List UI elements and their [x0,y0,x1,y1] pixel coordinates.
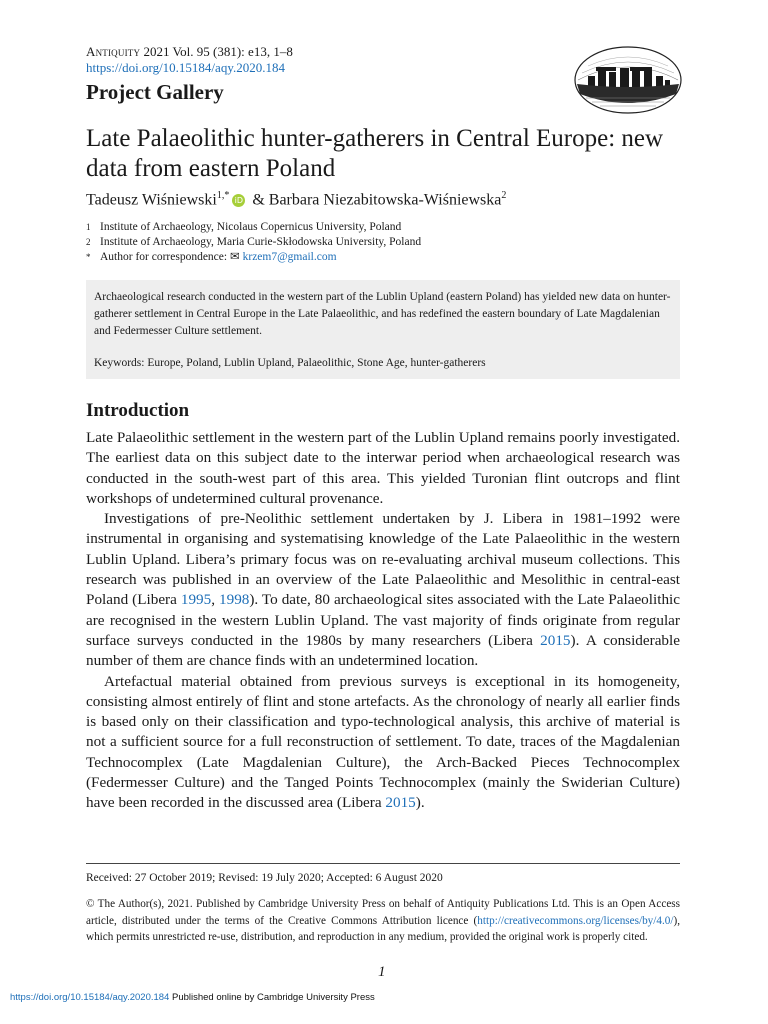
affiliation-2: 2 Institute of Archaeology, Maria Curie-Skłodowska University, Poland [86,236,422,248]
citation-link[interactable]: 2015 [540,631,571,649]
copyright-notice: © The Author(s), 2021. Published by Cambridge University Press on behalf of Antiquity Publications Ltd. This is an Open Access article, distributed under the terms of the Creative Commons Attribution licence (http://creativecommons.org/licenses/by/4.0/), which permits unrestricted re-use, distribution, and reproduction in any medium, provided the original work is properly cited. [86,898,680,943]
received-dates: Received: 27 October 2019; Revised: 19 July 2020; Accepted: 6 August 2020 [86,872,443,884]
footer-publisher: Published online by Cambridge University Press [169,992,375,1003]
paragraph-3: Artefactual material obtained from previous surveys is exceptional in its homogeneity, consisting almost entirely of flint and stone artefacts. As the chronology of nearly all earlier finds is based only on their classification and typo-technological analysis, this archive of material is not a sufficient source for a full reconstruction of settlement. To date, traces of the Magdalenian Technocomplex (Late Magdalenian Culture), the Arch-Backed Pieces Technocomplex (Federmesser Culture) and the Tanged Points Technocomplex (mainly the Swiderian Culture) have been recorded in the discussed area (Libera 2015). [86,672,680,812]
paragraph-1: Late Palaeolithic settlement in the western part of the Lublin Upland remains poorly investigated. The earliest data on this subject date to the interwar period when archaeological research was conducted in the south-west part of this area. This yielded Turonian flint outcrops and flint workshops of undetermined cultural provenance. [86,429,680,507]
introduction-heading: Introduction [86,400,190,421]
doi-link[interactable]: https://doi.org/10.15184/aqy.2020.184 [86,60,285,75]
orcid-icon[interactable]: iD [232,194,245,207]
abstract: Archaeological research conducted in the western part of the Lublin Upland (eastern Poland) has yielded new data on hunter-gatherer settlement in Central Europe in the Late Palaeolithic, and has redefined the eastern boundary of Late Magdalenian and Federmesser Culture settlement. [86,280,680,351]
author-line [86,186,506,210]
citation-line [86,44,293,60]
citation-link[interactable]: 1998 [219,591,250,609]
author-1-affiliation: 1,* [216,190,230,201]
section-label: Project Gallery [86,80,224,104]
page-number: 1 [378,964,386,980]
footer-doi-link[interactable]: https://doi.org/10.15184/aqy.2020.184 [10,992,170,1003]
stonehenge-logo-icon [574,46,682,114]
affiliations [86,220,421,265]
correspondence: * Author for correspondence: ✉ krzem7@gmail.com [86,251,337,263]
page-footer [10,992,375,1003]
body-text [86,428,680,814]
author-2: Barbara Niezabitowska-Wiśniewska [268,191,502,209]
keywords: Keywords: Europe, Poland, Lublin Upland, Palaeolithic, Stone Age, hunter-gatherers [86,349,680,379]
citation-text: 2021 Vol. 95 (381): e13, 1–8 [140,44,293,59]
author-2-affiliation: 2 [501,190,507,201]
journal-header [86,44,293,76]
affiliation-1: 1 Institute of Archaeology, Nicolaus Copernicus University, Poland [86,221,402,233]
citation-link[interactable]: 2015 [385,794,416,812]
license-link[interactable]: http://creativecommons.org/licenses/by/4.0/ [477,914,674,927]
article-title: Late Palaeolithic hunter-gatherers in Central Europe: new data from eastern Poland [86,125,664,182]
author-1: Tadeusz Wiśniewski [86,191,217,209]
paragraph-2: Investigations of pre-Neolithic settlement undertaken by J. Libera in 1981–1992 were instrumental in organising and systematising knowledge of the Late Palaeolithic in the western Lublin Upland. Libera’s primary focus was on re-evaluating archival museum collections. This research was published in an overview of the Late Palaeolithic and Mesolithic in central-east Poland (Libera 1995, 1998). To date, 80 archaeological sites associated with the Late Palaeolithic are recognised in the western Lublin Upland. The vast majority of finds originate from regular surface surveys conducted in the 1980s by many researchers (Libera 2015). A considerable number of them are chance finds with an undetermined location. [86,510,680,670]
citation-link[interactable]: 1995 [180,591,212,609]
footnote-divider [86,863,680,864]
email-link[interactable]: krzem7@gmail.com [242,251,337,263]
author-conjunction: & [248,191,269,209]
journal-name: Antiquity [86,44,141,59]
